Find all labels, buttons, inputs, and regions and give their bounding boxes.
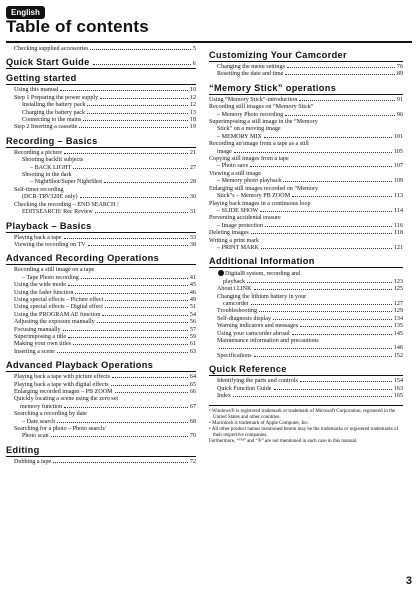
toc-entry[interactable]: Changing the menu settings 76 bbox=[217, 64, 403, 70]
toc-entry[interactable]: 146 bbox=[209, 345, 403, 352]
toc-entry[interactable]: Playing back a tape with picture effects 64 bbox=[14, 374, 196, 381]
toc-entry[interactable]: Inserting a scene 63 bbox=[14, 348, 196, 355]
section-heading: Getting started bbox=[6, 73, 196, 85]
section-customizing bbox=[209, 50, 403, 79]
toc-entry-line[interactable]: Shooting in the dark bbox=[22, 172, 72, 179]
toc-entry[interactable]: Identifying the parts and controls 154 bbox=[217, 378, 403, 385]
section-advanced-playback bbox=[6, 360, 196, 441]
toc-entry[interactable]: playback 123 bbox=[223, 278, 403, 285]
toc-entry[interactable]: Index 165 bbox=[217, 393, 403, 400]
toc-entry[interactable]: Checking supplied accessories 5 bbox=[14, 46, 196, 52]
page-number: 3 bbox=[405, 575, 412, 587]
toc-entry[interactable]: Resetting the date and time 89 bbox=[217, 71, 403, 78]
note-text: • Macintosh is trademark of Apple Computer, Inc. bbox=[209, 421, 309, 427]
section-editing bbox=[6, 445, 196, 466]
toc-entry-line[interactable]: Stick” on a moving image bbox=[217, 126, 281, 133]
quick-start-heading[interactable]: Quick Start Guide 6 bbox=[6, 57, 196, 68]
toc-entry[interactable]: Step 2 Inserting a cassette 19 bbox=[14, 124, 196, 131]
toc-entry-line[interactable]: Enlarging still images recorded on “Memory bbox=[209, 185, 319, 192]
toc-entry-line[interactable]: Recording an image from a tape as a still bbox=[209, 141, 309, 148]
toc-entry[interactable]: Quick Function Guide 163 bbox=[217, 385, 403, 392]
toc-entry[interactable]: Superimposing a title 59 bbox=[14, 333, 196, 340]
toc-entry[interactable]: Using special effects – Digital effect 51 bbox=[14, 304, 196, 311]
toc-entry[interactable]: image 105 bbox=[217, 148, 403, 155]
toc-entry[interactable]: Connecting to the mains 18 bbox=[22, 117, 196, 124]
section-heading: Advanced Playback Operations bbox=[6, 360, 196, 372]
note-text: • All other product names mentioned herein may be the trademarks or registered trademarks of their respective companies. bbox=[209, 427, 399, 439]
toc-entry[interactable]: Using the wide mode 45 bbox=[14, 282, 196, 289]
toc-entry[interactable]: Stick”s – Memory PB ZOOM 113 bbox=[217, 193, 403, 200]
section-heading: Playback – Basics bbox=[6, 221, 196, 233]
toc-entry[interactable]: – Image protection 116 bbox=[217, 222, 403, 229]
section-playback-basics bbox=[6, 221, 196, 250]
toc-entry[interactable]: memory function 67 bbox=[20, 403, 196, 410]
toc-entry[interactable]: – BACK LIGHT 27 bbox=[30, 164, 196, 171]
toc-entry[interactable]: Recording a picture 21 bbox=[14, 149, 196, 156]
toc-entry[interactable]: Playing back a tape 33 bbox=[14, 234, 196, 241]
toc-entry-line[interactable]: Self-timer recording bbox=[14, 186, 64, 193]
section-quick-reference bbox=[209, 364, 403, 400]
toc-entry[interactable]: Using special effects – Picture effect 49 bbox=[14, 296, 196, 303]
section-getting-started bbox=[6, 73, 196, 131]
right-column bbox=[209, 46, 403, 445]
toc-entry[interactable]: Deleting images 118 bbox=[209, 230, 403, 237]
toc-entry[interactable]: Photo scan 70 bbox=[22, 433, 196, 440]
toc-entry[interactable]: Troubleshooting 129 bbox=[217, 308, 403, 315]
section-heading: “Memory Stick” operations bbox=[209, 83, 403, 95]
toc-entry[interactable]: – Memory photo playback 109 bbox=[217, 178, 403, 185]
toc-entry[interactable]: EDITSEARCH/ Rec Review 31 bbox=[22, 209, 196, 216]
toc-entry[interactable]: Using your camcorder abroad 145 bbox=[217, 330, 403, 337]
toc-entry-line[interactable]: Digital8 system, recording and bbox=[209, 270, 403, 278]
toc-entry-line[interactable]: Preventing accidental erasure bbox=[209, 215, 281, 222]
toc-entry-line[interactable]: Recording a still image on a tape bbox=[14, 267, 95, 274]
toc-entry[interactable]: Using “Memory Stick”-introduction 91 bbox=[209, 96, 403, 103]
toc-entry[interactable]: Viewing the recording on TV 38 bbox=[14, 241, 196, 248]
toc-entry[interactable]: – MEMORY MIX 101 bbox=[217, 133, 403, 140]
toc-entry[interactable]: Self-diagnosis display 134 bbox=[217, 315, 403, 322]
toc-entry-line[interactable]: Superimposing a still image in the “Memory bbox=[209, 119, 318, 126]
section-intro bbox=[6, 46, 196, 53]
trademark-notes bbox=[209, 405, 403, 445]
section-memory-stick bbox=[209, 83, 403, 253]
toc-entry[interactable]: Adjusting the exposure manually 56 bbox=[14, 319, 196, 326]
section-heading: Advanced Recording Operations bbox=[6, 253, 196, 265]
section-quick-start bbox=[6, 57, 196, 69]
toc-entry[interactable]: Using the PROGRAM AE function 54 bbox=[14, 311, 196, 318]
note-text: Furthermore, “™” and “®” are not mentioned in each case in this manual. bbox=[209, 439, 358, 445]
toc-entry[interactable]: Focusing manually 57 bbox=[14, 326, 196, 333]
toc-entry-line[interactable]: Writing a print mark bbox=[209, 237, 260, 244]
toc-entry-line[interactable]: Recording still images on “Memory Stick” bbox=[209, 104, 314, 111]
toc-entry[interactable]: – Memory Photo recording 96 bbox=[217, 111, 403, 118]
toc-entry-line[interactable]: Checking the recording – END SEARCH / bbox=[14, 201, 119, 208]
toc-entry[interactable]: Making your own titles 61 bbox=[14, 341, 196, 348]
toc-entry[interactable]: Warning indicators and messages 135 bbox=[217, 323, 403, 330]
toc-entry[interactable]: Using the fader function 46 bbox=[14, 289, 196, 296]
toc-entry-line[interactable]: Searching a recording by date bbox=[14, 411, 87, 418]
toc-entry-line[interactable]: Quickly locating a scene using the zero set bbox=[14, 396, 119, 403]
section-heading: Quick Reference bbox=[209, 364, 403, 376]
section-advanced-recording bbox=[6, 253, 196, 356]
section-heading: Editing bbox=[6, 445, 196, 457]
toc-entry[interactable]: Enlarging recorded images – PB ZOOM 66 bbox=[14, 389, 196, 395]
toc-entry[interactable]: Step 1 Preparing the power supply 12 bbox=[14, 94, 196, 101]
toc-entry[interactable]: About i.LINK 125 bbox=[217, 286, 403, 293]
toc-entry[interactable]: – SLIDE SHOW 114 bbox=[217, 207, 403, 214]
digital8-logo-icon bbox=[218, 270, 224, 276]
toc-entry-line[interactable]: Playing back images in a continuous loop bbox=[209, 200, 311, 207]
section-heading: Recording – Basics bbox=[6, 136, 196, 148]
toc-entry-line[interactable]: Shooting backlit subjects bbox=[22, 157, 84, 164]
toc-entry[interactable]: Specifications 152 bbox=[217, 352, 403, 359]
toc-entry-line[interactable]: Copying still images from a tape bbox=[209, 156, 289, 163]
section-heading: Customizing Your Camcorder bbox=[209, 50, 403, 62]
section-additional bbox=[209, 256, 403, 360]
language-tag: English bbox=[6, 6, 45, 19]
toc-entry[interactable]: Charging the battery pack 13 bbox=[22, 109, 196, 116]
toc-entry[interactable]: (DCR-TRV320E only) 30 bbox=[22, 194, 196, 201]
toc-entry[interactable]: – PRINT MARK 121 bbox=[217, 244, 403, 251]
toc-entry[interactable]: Using this manual 10 bbox=[14, 87, 196, 94]
section-heading: Additional Information bbox=[209, 256, 403, 268]
toc-entry-line[interactable]: Changing the lithium battery in your bbox=[217, 293, 307, 300]
toc-entry[interactable]: – Photo save 107 bbox=[217, 163, 403, 170]
toc-entry[interactable]: – Tape Photo recording 41 bbox=[22, 274, 196, 281]
toc-entry-line[interactable]: Searching for a photo – Photo search/ bbox=[14, 426, 106, 433]
toc-entry[interactable]: camcorder 127 bbox=[223, 300, 403, 307]
toc-entry[interactable]: Installing the battery pack 12 bbox=[22, 102, 196, 109]
section-recording-basics bbox=[6, 136, 196, 217]
note-text: • Windows® is registered trademark or trademark of Microsoft Corporation, registered in the United States and other countries. bbox=[209, 409, 396, 421]
toc-entry-line[interactable]: Maintenance information and precautions bbox=[217, 338, 319, 344]
toc-entry[interactable]: – NightShot/Super NightShot 28 bbox=[30, 179, 196, 186]
left-column bbox=[6, 46, 196, 469]
title-rule bbox=[6, 41, 412, 43]
toc-entry[interactable]: Playing back a tape with digital effects 65 bbox=[14, 381, 196, 388]
toc-entry-line[interactable]: Viewing a still image bbox=[209, 170, 261, 177]
toc-entry[interactable]: Dubbing a tape 72 bbox=[14, 458, 196, 465]
page-title: Table of contents bbox=[6, 17, 149, 36]
toc-entry[interactable]: – Date search 68 bbox=[22, 418, 196, 425]
